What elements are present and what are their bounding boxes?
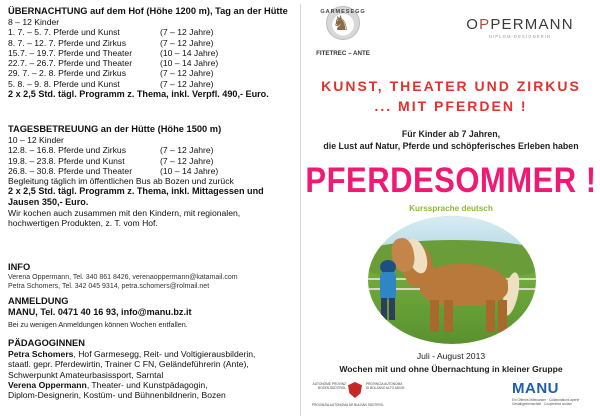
info-contact-verena: Verena Oppermann, Tel. 340 861 8426, verenaoppermann@katamail.com [8, 274, 238, 281]
manu-logo [512, 380, 596, 414]
team-member-petra [8, 349, 298, 359]
horse-photo [368, 216, 536, 344]
schedule-row [8, 166, 298, 176]
sponsor-logos [302, 380, 600, 416]
right-column [302, 0, 600, 420]
cooking-line1: Wir kochen auch zusammen mit den Kindern, mit regionalen, [8, 208, 241, 219]
child-leg [389, 298, 395, 320]
oppermann-wordmark [448, 16, 592, 33]
schedule-dates: 29. 7. – 2. 8. Pferde und Zirkus [8, 68, 126, 79]
horse-leg [430, 300, 439, 332]
daycare-price-line1: 2 x 2,5 Std. tägl. Programm z. Thema, inkl. Mittagessen und [8, 186, 264, 197]
schedule-row [8, 58, 298, 68]
schedule-dates: 12.8. – 16.8. Pferde und Zirkus [8, 145, 126, 156]
daycare-section [8, 124, 298, 229]
schedule-row [8, 27, 298, 37]
child-body [380, 272, 396, 300]
horse-icon: ♞ [332, 13, 350, 35]
schedule-dates: 15.7. – 19.7. Pferde und Theater [8, 47, 133, 58]
schedule-row [8, 68, 298, 78]
bus-note: Begleitung täglich im öffentlichen Bus ab Bozen und zurück [8, 176, 234, 187]
info-heading: INFO [8, 262, 31, 272]
schedule-dates: 8. 7. – 12. 7. Pferde und Zirkus [8, 37, 126, 48]
course-language: Kurssprache deutsch [409, 204, 493, 213]
schedule-dates: 19.8. – 23.8. Pferde und Kunst [8, 155, 125, 166]
signup-heading: ANMELDUNG [8, 296, 69, 306]
horse-leg [486, 300, 495, 332]
schedule-dates: 22.7. – 26.7. Pferde und Theater [8, 58, 133, 69]
schedule-dates: 5. 8. – 9. 8. Pferde und Kunst [8, 78, 120, 89]
eagle-icon [348, 382, 362, 398]
main-title: PFERDESOMMER ! [305, 160, 597, 201]
schedule-ages: (7 – 12 Jahre) [160, 145, 214, 156]
team-member-name: Verena Oppermann [8, 379, 87, 390]
province-text-lad: PROVINZIA AUTONOMA DE BULSAN SÜDTIROL [312, 403, 384, 407]
schedule-dates: 26.8. – 30.8. Pferde und Theater [8, 165, 133, 176]
overnight-age-range: 8 – 12 Kinder [8, 17, 60, 27]
team-member-name: Petra Schomers [8, 349, 74, 359]
garmesegg-logo [312, 6, 374, 64]
manu-wordmark: MANU [512, 380, 559, 397]
schedule-ages: (7 – 12 Jahre) [160, 155, 214, 166]
intro-text [302, 128, 600, 152]
left-column [8, 6, 298, 414]
province-text-it: PROVINCIA AUTONOMA DI BOLZANO ALTO ADIGE [366, 382, 405, 390]
schedule-row [8, 48, 298, 58]
wordmark-part: PERMANN [490, 16, 574, 33]
oppermann-tagline: DIPLOM-DESIGNERIN [488, 34, 552, 39]
schedule-row [8, 38, 298, 48]
daycare-age-range: 10 – 12 Kinder [8, 135, 64, 145]
schedule-ages: (10 – 14 Jahre) [160, 58, 219, 69]
province-text-de: AUTONOME PROVINZ BOZEN SÜDTIROL [312, 382, 346, 390]
column-divider [300, 4, 301, 416]
schedule-ages: (10 – 14 Jahre) [160, 47, 219, 58]
logo-subtext: FITETREC – ANTE [316, 50, 370, 57]
team-member-desc: , Theater- und Kunstpädagogin, [86, 379, 208, 390]
overnight-price: 2 x 2,5 Std. tägl. Programm z. Thema, inkl. Verpfl. 490,- Euro. [8, 89, 269, 100]
logo-arc-text: GARMESEGG [320, 9, 366, 15]
team-member-desc: staatl. gepr. Pferdewirtin, Trainer C FN, Geländeführerin (Ante), [8, 359, 249, 370]
team-member-desc: Schwerpunkt Amateurbasissport, Sarntal [8, 369, 164, 380]
cooking-line2: hochwertigen Produkten, z. T. vom Hof. [8, 218, 158, 229]
daycare-heading: TAGESBETREUUNG an der Hütte (Höhe 1500 m) [8, 124, 222, 134]
schedule-row [8, 156, 298, 166]
oppermann-logo [448, 14, 592, 44]
team-section [8, 338, 298, 400]
headline-arts: KUNST, THEATER UND ZIRKUS [321, 78, 581, 94]
horse-leg [444, 300, 453, 332]
team-heading: PÄDAGOGINNEN [8, 338, 85, 348]
team-member-verena [8, 380, 298, 390]
child-leg [381, 298, 387, 320]
schedule-ages: (7 – 12 Jahre) [160, 68, 214, 79]
manu-tagline: Ein Offenes Miteinander · Collaborations aperte Gestaltgemeinschaft · Cooperativa sociale [512, 398, 580, 406]
signup-contact: MANU, Tel. 0471 40 16 93, info@manu.bz.it [8, 307, 192, 317]
signup-note: Bei zu wenigen Anmeldungen können Wochen entfallen. [8, 319, 188, 329]
team-member-desc: Diplom-Designerin, Kostüm- und Bühnenbildnerin, Bozen [8, 390, 226, 401]
info-section [8, 262, 298, 292]
schedule-ages: (7 – 12 Jahre) [160, 37, 214, 48]
schedule-ages: (10 – 14 Jahre) [160, 165, 219, 176]
intro-line1: Für Kinder ab 7 Jahren, [401, 129, 501, 139]
event-subtitle: Wochen mit und ohne Übernachtung in kleiner Gruppe [339, 364, 563, 374]
schedule-row [8, 145, 298, 155]
province-logo [312, 382, 442, 412]
wordmark-part: O [466, 16, 480, 33]
signup-section [8, 296, 298, 329]
overnight-section [8, 6, 298, 100]
wordmark-accent: P [479, 16, 491, 33]
intro-line2: die Lust auf Natur, Pferde und schöpferisches Erleben haben [323, 141, 579, 151]
schedule-ages: (7 – 12 Jahre) [160, 78, 214, 89]
schedule-dates: 1. 7. – 5. 7. Pferde und Kunst [8, 27, 120, 38]
team-member-desc: , Hof Garmesegg, Reit- und Voltigierausbilderin, [73, 349, 256, 359]
schedule-row [8, 79, 298, 89]
headline-horses: ... MIT PFERDEN ! [374, 98, 528, 114]
horse-leg [498, 300, 507, 332]
daycare-price-line2: Jausen 350,- Euro. [8, 197, 89, 208]
event-date: Juli - August 2013 [416, 351, 486, 361]
info-contact-petra: Petra Schomers, Tel. 342 045 9314, petra.schomers@rolmail.net [8, 283, 210, 291]
overnight-heading: ÜBERNACHTUNG auf dem Hof (Höhe 1200 m), Tag an der Hütte [8, 6, 288, 16]
schedule-ages: (7 – 12 Jahre) [160, 27, 214, 38]
